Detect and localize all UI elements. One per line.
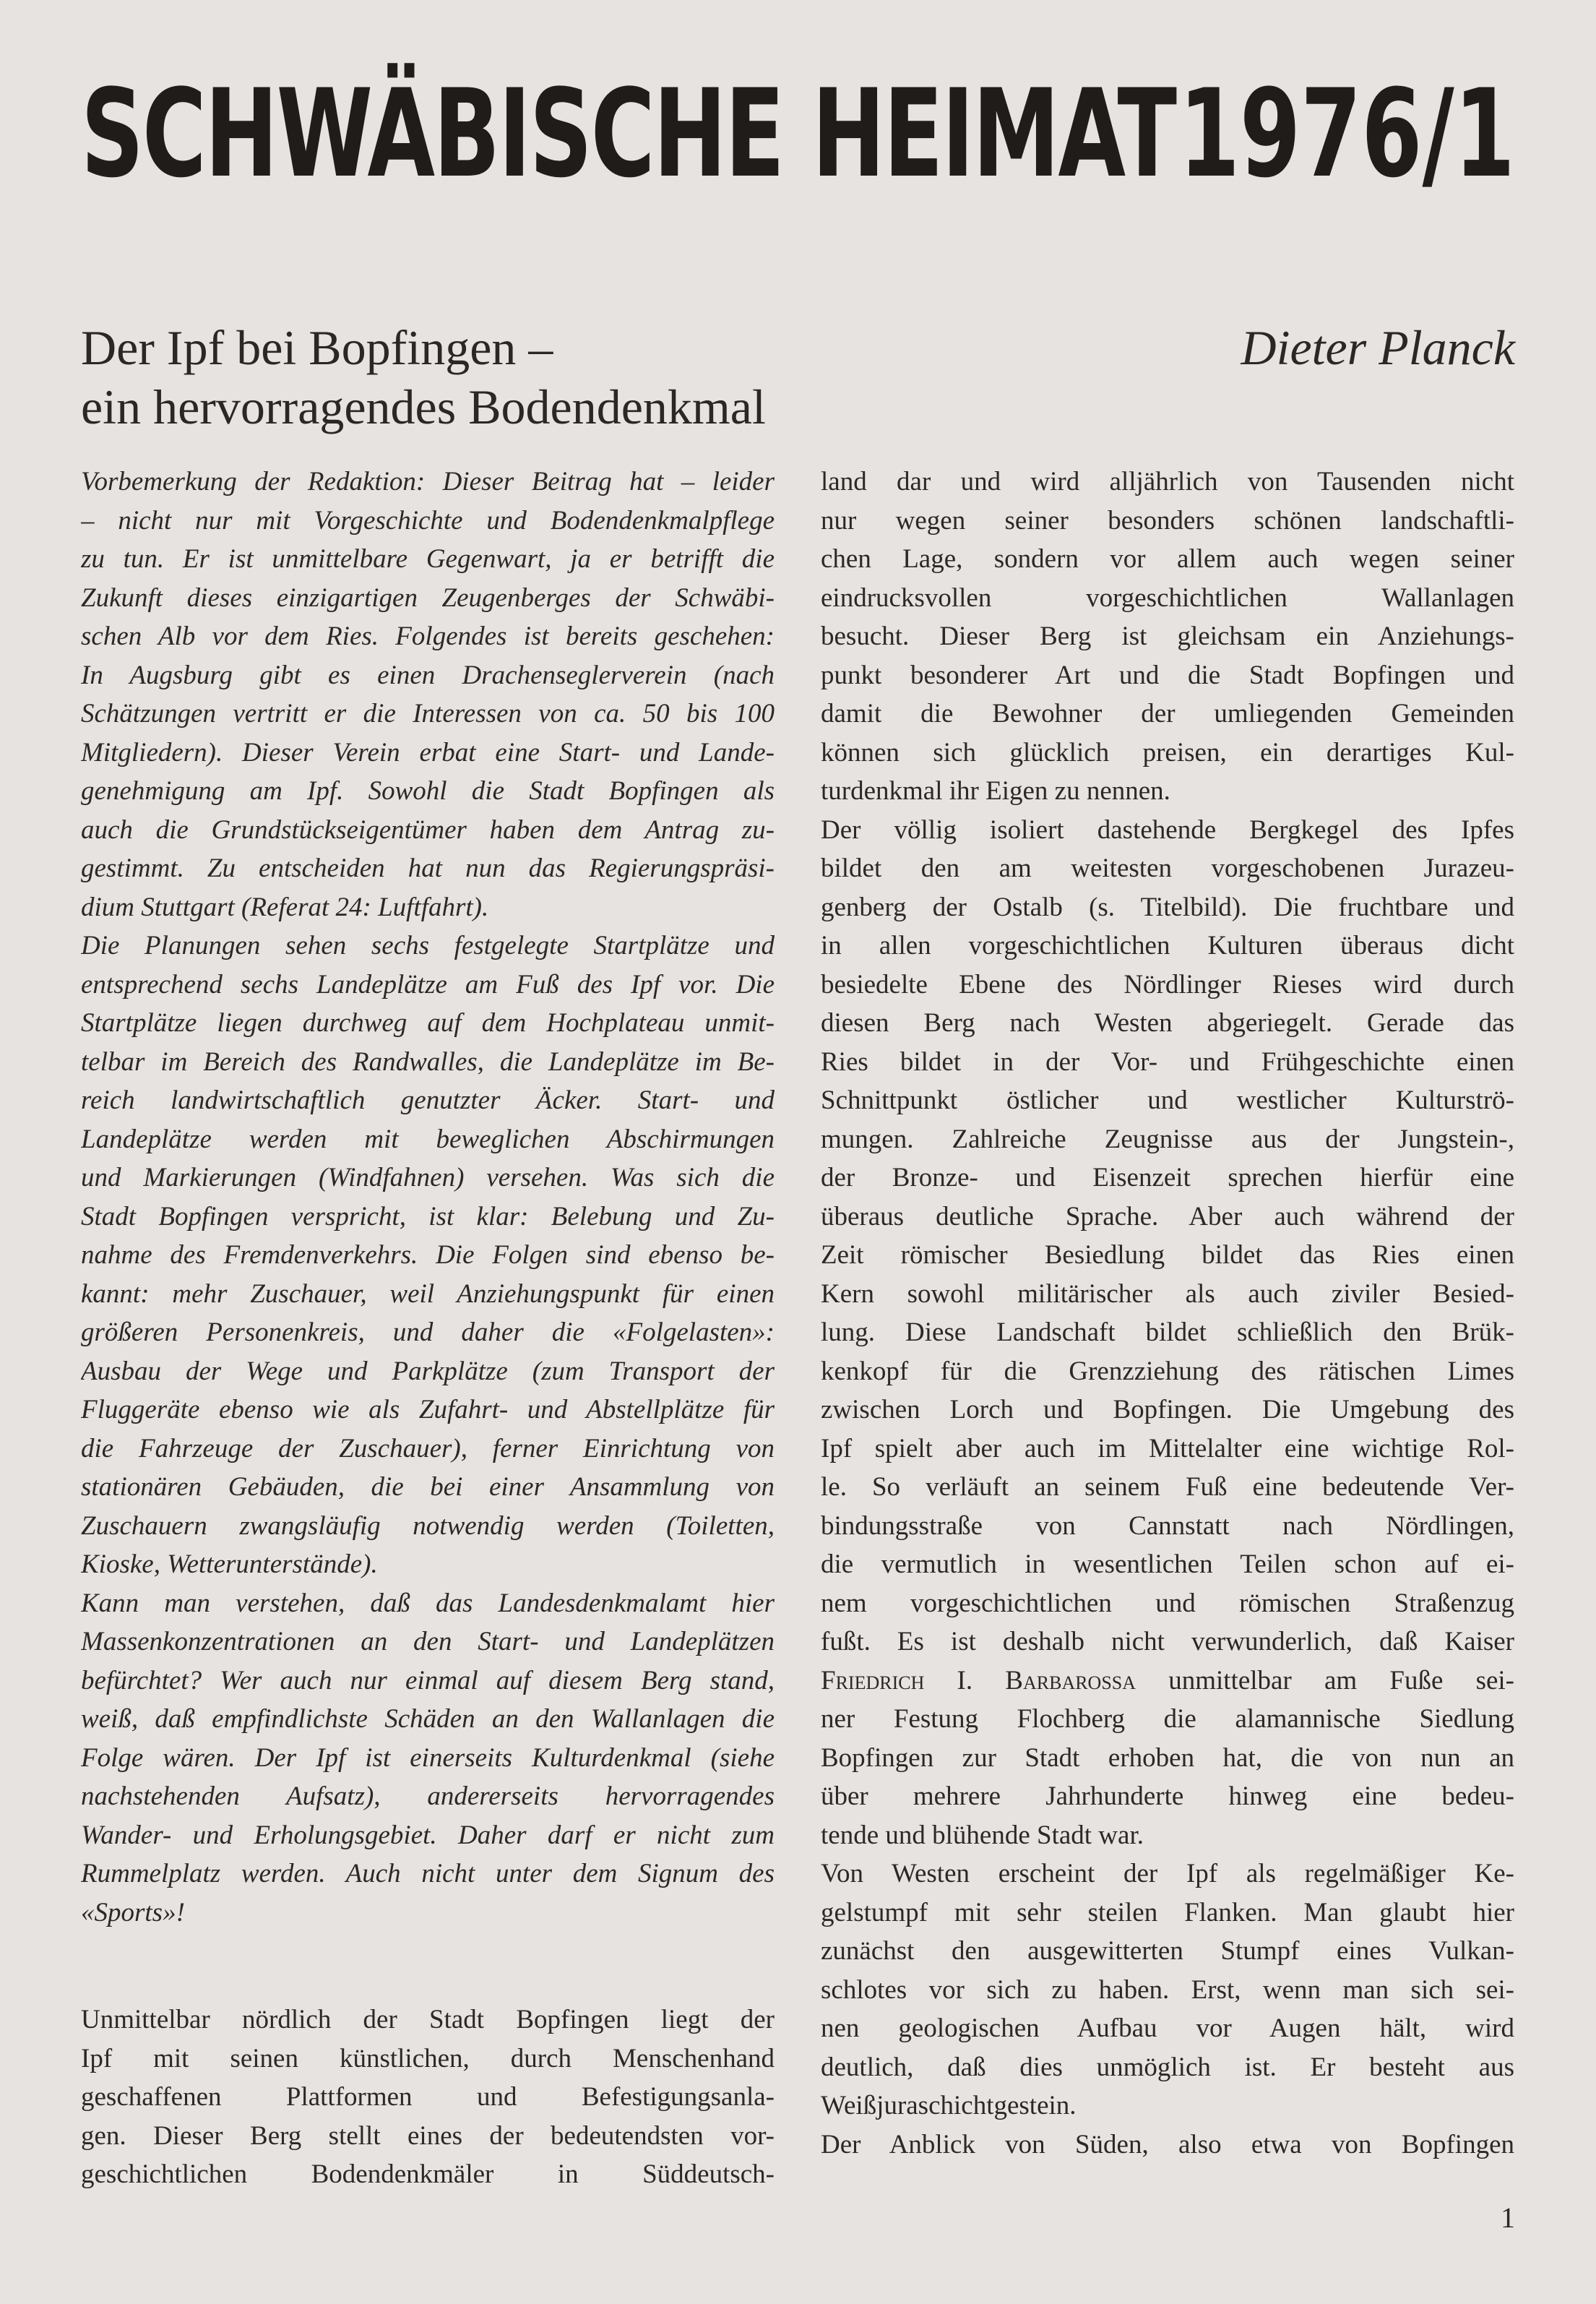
text-line: gen. Dieser Berg stellt eines der bedeutendsten vor- [81, 2120, 775, 2151]
text-line: deutlich, daß dies unmöglich ist. Er besteht aus [821, 2052, 1514, 2082]
magazine-title: SCHWÄBISCHE HEIMAT [81, 63, 1176, 205]
text-line: Weißjuraschichtgestein. [821, 2091, 1077, 2120]
text-line: zunächst den ausgewitterten Stumpf eines Vulkan- [821, 1936, 1514, 1966]
text-line: genberg der Ostalb (s. Titelbild). Die fruchtbare und [821, 892, 1514, 922]
text-line: Schnittpunkt östlicher und westlicher Kulturströ- [821, 1086, 1514, 1115]
text-line: In Augsburg gibt es einen Drachenseglerverein (nach [81, 660, 775, 690]
text-line: stationären Gebäuden, die bei einer Ansammlung von [81, 1472, 775, 1502]
text-line: besucht. Dieser Berg ist gleichsam ein Anziehungs- [821, 622, 1514, 651]
text-line: genehmigung am Ipf. Sowohl die Stadt Bopfingen als [81, 776, 775, 806]
text-line: Startplätze liegen durchweg auf dem Hochplateau unmit- [81, 1008, 775, 1038]
text-line: Ries bildet in der Vor- und Frühgeschichte einen [821, 1046, 1514, 1077]
text-line: chen Lage, sondern vor allem auch wegen seiner [821, 544, 1514, 574]
text-line: Zeit römischer Besiedlung bildet das Ries einen [821, 1240, 1514, 1270]
text-line: nen geologischen Aufbau vor Augen hält, wird [821, 2013, 1514, 2043]
text-line: Schätzungen vertritt er die Interessen von ca. 50 bis 100 [81, 699, 775, 728]
text-line: Unmittelbar nördlich der Stadt Bopfingen liegt der [81, 2005, 775, 2034]
text-line: telbar im Bereich des Randwalles, die Landeplätze im Be- [81, 1046, 775, 1077]
text-line: zu tun. Er ist unmittelbare Gegenwart, ja er betrifft die [81, 544, 775, 574]
text-line: Wander- und Erholungsgebiet. Daher darf er nicht zum [81, 1820, 775, 1850]
editorial-note [81, 463, 775, 1932]
text-line: Kern sowohl militärischer als auch ziviler Besied- [821, 1278, 1514, 1309]
text-line: «Sports»! [81, 1897, 185, 1927]
text-line: punkt besonderer Art und die Stadt Bopfingen und [821, 660, 1514, 690]
text-line: Von Westen erscheint der Ipf als regelmäßiger Ke- [821, 1859, 1514, 1888]
article-author: Dieter Planck [1241, 320, 1515, 375]
text-line: le. So verläuft an seinem Fuß eine bedeutende Ver- [821, 1472, 1514, 1502]
text-line: Die Planungen sehen sechs festgelegte Startplätze und [81, 931, 775, 960]
text-line: Ipf mit seinen künstlichen, durch Menschenhand [81, 2043, 775, 2073]
text-line: mungen. Zahlreiche Zeugnisse aus der Jungstein-, [821, 1124, 1514, 1154]
text-line: über mehrere Jahrhunderte hinweg eine bedeu- [821, 1781, 1514, 1811]
text-line: Folge wären. Der Ipf ist einerseits Kulturdenkmal (siehe [81, 1742, 775, 1773]
body-text-right [821, 463, 1514, 2164]
text-line: Der Anblick von Süden, also etwa von Bopfingen [821, 2129, 1514, 2159]
text-line: Der völlig isoliert dastehende Bergkegel des Ipfes [821, 814, 1514, 845]
text-line: Vorbemerkung der Redaktion: Dieser Beitrag hat – leider [81, 467, 775, 497]
text-line: Mitgliedern). Dieser Verein erbat eine Start- und Lande- [81, 737, 775, 768]
text-line: bildet den am weitesten vorgeschobenen Jurazeu- [821, 854, 1514, 883]
text-line: in allen vorgeschichtlichen Kulturen überaus dicht [821, 931, 1514, 960]
text-line: Stadt Bopfingen verspricht, ist klar: Belebung und Zu- [81, 1201, 775, 1231]
text-line: können sich glücklich preisen, ein derartiges Kul- [821, 737, 1514, 768]
text-line: Rummelplatz werden. Auch nicht unter dem Signum des [81, 1859, 775, 1888]
text-line: Kioske, Wetterunterstände). [81, 1549, 378, 1579]
text-line: und Markierungen (Windfahnen) versehen. Was sich die [81, 1163, 775, 1192]
text-line: schen Alb vor dem Ries. Folgendes ist bereits geschehen: [81, 622, 775, 651]
text-line: lung. Diese Landschaft bildet schließlich den Brük- [821, 1318, 1514, 1347]
text-line: die Fahrzeuge der Zuschauer), ferner Einrichtung von [81, 1433, 775, 1463]
text-line: auch die Grundstückseigentümer haben dem Antrag zu- [81, 814, 775, 845]
text-line: – nicht nur mit Vorgeschichte und Bodendenkmalpflege [81, 505, 775, 536]
text-line: kannt: mehr Zuschauer, weil Anziehungspunkt für einen [81, 1278, 775, 1309]
text-line: nahme des Fremdenverkehrs. Die Folgen sind ebenso be- [81, 1240, 775, 1270]
text-line: tende und blühende Stadt war. [821, 1820, 1144, 1850]
text-line: Fluggeräte ebenso wie als Zufahrt- und Abstellplätze für [81, 1395, 775, 1424]
text-line: größeren Personenkreis, und daher die «Folgelasten»: [81, 1318, 775, 1347]
issue-number: 1976/1 [1178, 63, 1515, 205]
page-number: 1 [1501, 2201, 1515, 2234]
masthead [81, 61, 1515, 206]
text-line: damit die Bewohner der umliegenden Gemeinden [821, 699, 1514, 728]
text-line: Bopfingen zur Stadt erhoben hat, die von nun an [821, 1742, 1514, 1773]
text-line: kenkopf für die Grenzziehung des rätischen Limes [821, 1356, 1514, 1386]
text-line: dium Stuttgart (Referat 24: Luftfahrt). [81, 892, 489, 922]
text-line: Friedrich I. Barbarossa unmittelbar am Fuße sei- [821, 1665, 1514, 1695]
text-line: Ausbau der Wege und Parkplätze (zum Transport der [81, 1356, 775, 1386]
text-line: geschichtlichen Bodendenkmäler in Süddeutsch- [81, 2159, 775, 2189]
right-column [821, 463, 1514, 2164]
text-line: nachstehenden Aufsatz), andererseits hervorragendes [81, 1781, 775, 1811]
text-line: schlotes vor sich zu haben. Erst, wenn man sich sei- [821, 1974, 1514, 2005]
text-line: Landeplätze werden mit beweglichen Abschirmungen [81, 1124, 775, 1154]
text-line: reich landwirtschaftlich genutzter Äcker. Start- und [81, 1086, 775, 1115]
paragraph-gap [81, 1932, 775, 2000]
text-line: ner Festung Flochberg die alamannische Siedlung [821, 1704, 1514, 1734]
text-line: land dar und wird alljährlich von Tausenden nicht [821, 467, 1514, 497]
text-line: Ipf spielt aber auch im Mittelalter eine wichtige Rol- [821, 1433, 1514, 1463]
text-line: Zukunft dieses einzigartigen Zeugenberges der Schwäbi- [81, 583, 775, 613]
left-column [81, 463, 775, 2194]
article-title [81, 318, 1020, 437]
text-line: diesen Berg nach Westen abgeriegelt. Gerade das [821, 1008, 1514, 1038]
article-title-line-2: ein hervorragendes Bodendenkmal [81, 379, 766, 434]
text-line: bindungsstraße von Cannstatt nach Nördlingen, [821, 1510, 1514, 1541]
text-line: geschaffenen Plattformen und Befestigungsanla- [81, 2082, 775, 2112]
text-line: Massenkonzentrationen an den Start- und Landeplätzen [81, 1627, 775, 1656]
text-line: zwischen Lorch und Bopfingen. Die Umgebung des [821, 1395, 1514, 1424]
text-line: nem vorgeschichtlichen und römischen Straßenzug [821, 1588, 1514, 1618]
text-line: weiß, daß empfindlichste Schäden an den Wallanlagen die [81, 1704, 775, 1734]
person-name: Friedrich I. Barbarossa [821, 1665, 1136, 1695]
text-line: gelstumpf mit sehr steilen Flanken. Man glaubt hier [821, 1897, 1514, 1927]
text-line: fußt. Es ist deshalb nicht verwunderlich, daß Kaiser [821, 1627, 1514, 1656]
body-text-left [81, 2000, 775, 2194]
text-line: besiedelte Ebene des Nördlinger Rieses wird durch [821, 969, 1514, 1000]
article-title-line-1: Der Ipf bei Bopfingen – [81, 320, 553, 375]
text-line: turdenkmal ihr Eigen zu nennen. [821, 776, 1170, 806]
text-line: befürchtet? Wer auch nur einmal auf diesem Berg stand, [81, 1665, 775, 1695]
text-line: gestimmt. Zu entscheiden hat nun das Regierungspräsi- [81, 854, 775, 883]
text-line: Zuschauern zwangsläufig notwendig werden (Toiletten, [81, 1510, 775, 1541]
text-line: nur wegen seiner besonders schönen landschaftli- [821, 505, 1514, 536]
text-line: eindrucksvollen vorgeschichtlichen Wallanlagen [821, 583, 1514, 613]
text-line: entsprechend sechs Landeplätze am Fuß des Ipf vor. Die [81, 969, 775, 1000]
text-line: die vermutlich in wesentlichen Teilen schon auf ei- [821, 1549, 1514, 1579]
text-line: überaus deutliche Sprache. Aber auch während der [821, 1201, 1514, 1231]
text-line: der Bronze- und Eisenzeit sprechen hierfür eine [821, 1163, 1514, 1192]
text-line: Kann man verstehen, daß das Landesdenkmalamt hier [81, 1588, 775, 1618]
